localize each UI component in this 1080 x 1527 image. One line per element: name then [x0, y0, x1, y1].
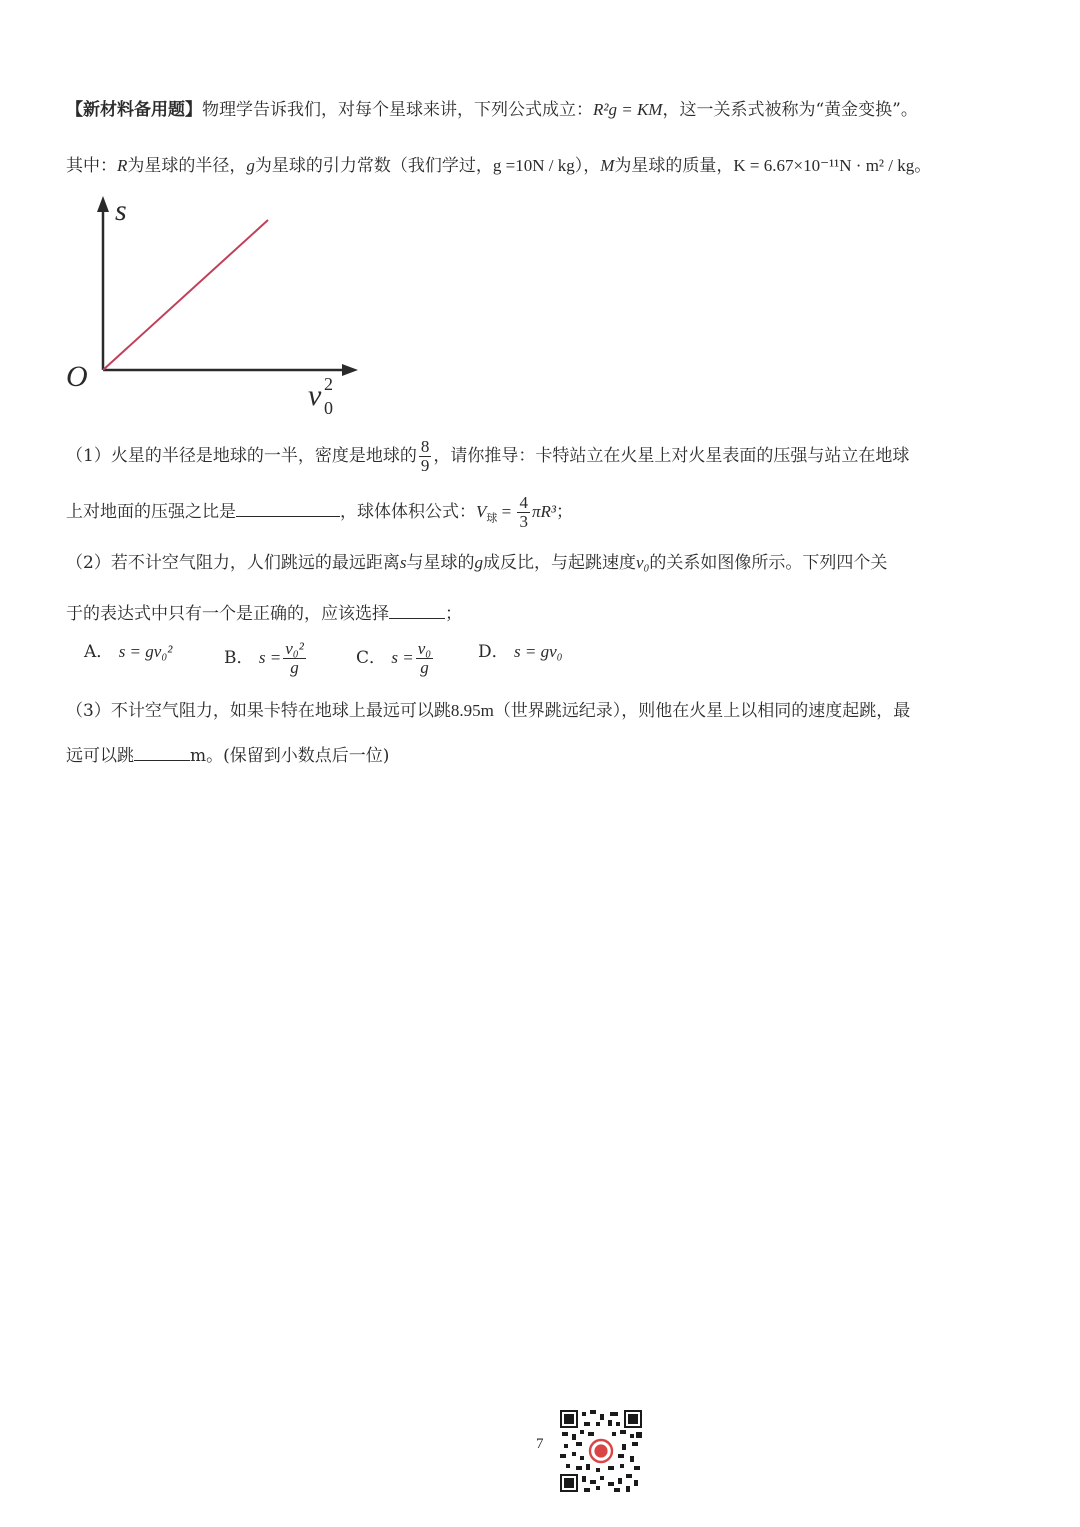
q2-text-e: 于的表达式中只有一个是正确的，应该选择	[66, 604, 389, 624]
m-description: 为星球的质量，	[614, 156, 734, 176]
g-description: 为星球的引力常数（我们学过，	[254, 156, 493, 176]
density-denominator: 9	[420, 456, 430, 475]
option-a-label: A．	[84, 642, 114, 662]
q2-line-2	[66, 600, 1020, 626]
intro-line	[66, 98, 1020, 122]
option-b-fraction	[283, 640, 306, 677]
option-a[interactable]	[84, 640, 172, 664]
g-close: ），	[574, 156, 601, 176]
x-axis-arrow	[342, 364, 358, 376]
option-c-lhs: s =	[391, 648, 414, 667]
volume-numerator: 4	[519, 493, 528, 512]
x-axis-label: v	[308, 379, 322, 412]
volume-subscript: 球	[486, 511, 498, 525]
q2-symbol-v0: v₀	[635, 553, 650, 572]
density-fraction	[419, 438, 432, 475]
origin-label: O	[66, 360, 88, 393]
intro-text-b: ，这一关系式被称为“黄金变换”。	[662, 100, 918, 120]
k-constant: K = 6.67×10⁻¹¹N · m² / kg	[733, 156, 915, 175]
proportional-line	[103, 220, 268, 370]
problem-tag: 【新材料备用题】	[66, 100, 202, 120]
q1-text-d: ，球体体积公式：	[340, 502, 476, 522]
q3-answer-blank[interactable]	[134, 742, 190, 761]
q1-line-1	[66, 438, 1020, 475]
q1-line-2	[66, 494, 1020, 531]
q3-text-c: 远可以跳	[66, 746, 134, 766]
option-d[interactable]	[478, 640, 563, 664]
option-c[interactable]	[356, 640, 435, 677]
option-b-label: B．	[224, 648, 254, 668]
option-c-label: C．	[356, 648, 387, 668]
q1-end: ；	[555, 502, 573, 522]
symbol-g: g	[246, 156, 255, 175]
option-c-numerator: v₀	[417, 639, 432, 658]
option-b[interactable]	[224, 640, 308, 677]
option-a-expression: s = gv₀²	[118, 642, 173, 661]
q3-line-2	[66, 742, 1020, 768]
option-b-numerator: v₀²	[285, 639, 304, 658]
option-d-label: D．	[478, 642, 509, 662]
y-axis-label: s	[115, 194, 127, 227]
qr-code-icon	[560, 1410, 642, 1492]
q2-end: ；	[445, 604, 462, 624]
q2-symbol-s: s	[399, 553, 407, 572]
q2-text-c: 成反比，与起跳速度	[482, 553, 636, 573]
world-record-distance: 8.95m	[450, 701, 494, 720]
q3-text-a: （3）不计空气阻力，如果卡特在地球上最远可以跳	[66, 701, 451, 721]
intro-text-a: 物理学告诉我们，对每个星球来讲，下列公式成立：	[202, 100, 593, 120]
definitions-end: 。	[914, 156, 932, 176]
q2-answer-blank[interactable]	[389, 600, 445, 619]
x-axis-superscript: 2	[324, 374, 333, 394]
option-b-lhs: s =	[258, 648, 282, 667]
volume-tail: πR³	[531, 502, 556, 521]
q1-text-b: ，请你推导：卡特站立在火星上对火星表面的压强与站立在地球	[433, 446, 910, 466]
option-c-fraction	[416, 640, 433, 677]
volume-symbol: V	[476, 502, 487, 521]
q1-answer-blank[interactable]	[236, 498, 340, 517]
q1-text-c: 上对地面的压强之比是	[66, 502, 236, 522]
q1-text-a: （1）火星的半径是地球的一半，密度是地球的	[66, 446, 417, 466]
q2-text-b: 与星球的	[406, 553, 475, 573]
q3-text-d: m。(保留到小数点后一位)	[190, 746, 390, 766]
volume-denominator: 3	[519, 512, 528, 531]
s-vs-v0-squared-graph	[60, 190, 380, 425]
r-description: 为星球的半径，	[127, 156, 247, 176]
symbol-r: R	[117, 156, 128, 175]
q3-text-b: （世界跳远纪录），则他在火星上以相同的速度起跳，最	[493, 701, 911, 721]
q2-text-a: （2）若不计空气阻力，人们跳远的最远距离	[66, 553, 400, 573]
definitions-line	[66, 154, 1020, 178]
q2-line-1	[66, 551, 1020, 575]
option-b-denominator: g	[290, 658, 299, 677]
q2-symbol-g: g	[474, 553, 483, 572]
option-c-denominator: g	[420, 658, 429, 677]
q2-text-d: 的关系如图像所示。下列四个关	[649, 553, 888, 573]
symbol-m: M	[600, 156, 615, 175]
q3-line-1	[66, 699, 1020, 723]
definitions-prefix: 其中：	[66, 156, 117, 176]
volume-equals: =	[497, 502, 516, 521]
page-number: 7	[536, 1436, 544, 1452]
x-axis-subscript: 0	[324, 398, 333, 418]
density-numerator: 8	[420, 437, 430, 456]
y-axis-arrow	[97, 196, 109, 212]
g-value: g =10N / kg	[492, 156, 575, 175]
golden-formula: R²g = KM	[593, 100, 663, 119]
option-d-expression: s = gv₀	[514, 642, 563, 661]
volume-fraction	[517, 494, 530, 531]
